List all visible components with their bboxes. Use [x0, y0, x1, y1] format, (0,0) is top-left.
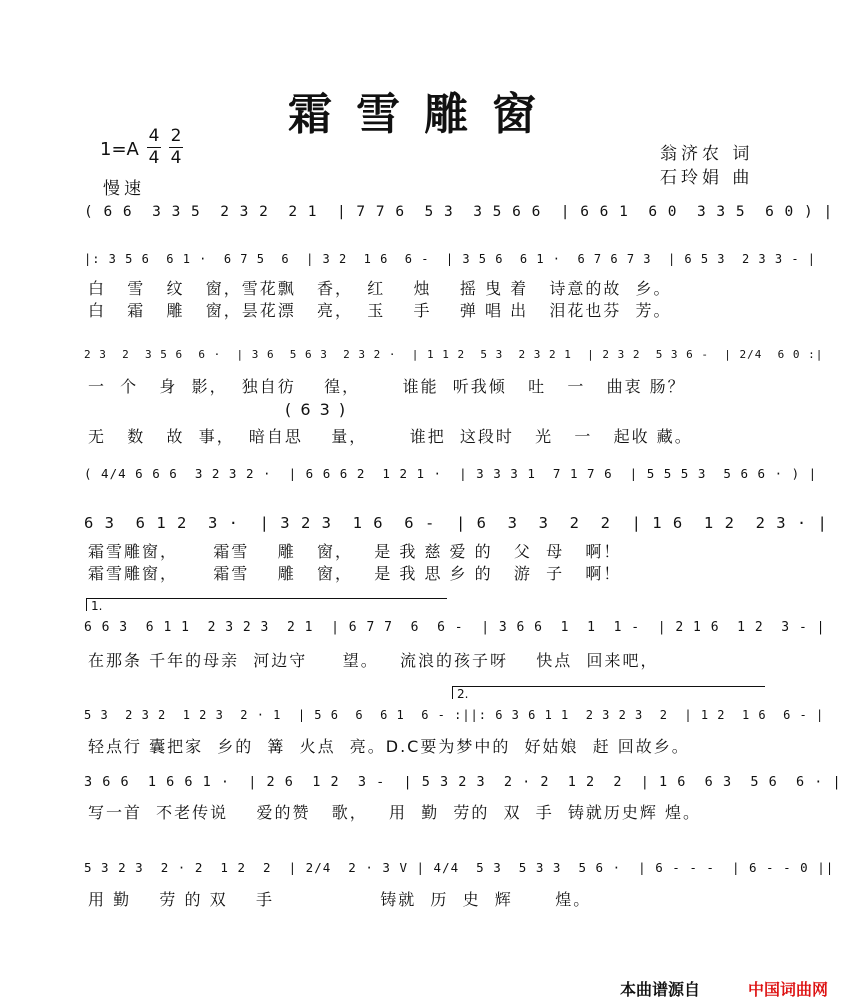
composer-credit: 石玲娟 曲 — [660, 168, 754, 188]
footer-site-link[interactable]: 中国词曲网 — [748, 980, 829, 999]
lyric-line: 无 数 故 事， 暗自思 量， 谁把 这段时 光 一 起收 藏。 — [88, 427, 693, 446]
lyric-line: 白 霜 雕 窗，昙花漂 亮， 玉 手 弹 唱 出 泪花也芬 芳。 — [88, 301, 672, 320]
score-line-2: |: 3 5 6 6 1 · 6 7 5 6 | 3 2 1 6 6 - | 3 5 6 6 1 · 6 7 6 7 3 | 6 5 3 2 3 3 - | — [84, 252, 816, 266]
lyric-line: 写一首 不老传说 爱的赞 歌， 用 勤 劳的 双 手 铸就历史辉 煌。 — [88, 803, 701, 822]
score-line-7: 5 3 2 3 2 1 2 3 2 · 1 | 5 6 6 6 1 6 - :||: 6 3 6 1 1 2 3 2 3 2 | 1 2 1 6 6 - | — [84, 708, 825, 722]
score-line-6: 6 6 3 6 1 1 2 3 2 3 2 1 | 6 7 7 6 6 - | 3 6 6 1 1 1 - | 2 1 6 1 2 3 - | — [84, 620, 826, 635]
score-line-3: 2 3 2 3 5 6 6 · | 3 6 5 6 3 2 3 2 · | 1 1 2 5 3 2 3 2 1 | 2 3 2 5 3 6 - | 2/4 6 0 :| — [84, 348, 824, 361]
time-signature-4-4: 4 4 — [148, 126, 160, 168]
lyric-line: 轻点行 囊把家 乡的 篝 火点 亮。D.C要为梦中的 好姑娘 赶 回故乡。 — [88, 737, 690, 756]
lyric-line: 一 个 身 影， 独自彷 徨， 谁能 听我倾 吐 一 曲衷 肠？ — [88, 377, 686, 396]
score-line-1: ( 6 6 3 3 5 2 3 2 2 1 | 7 7 6 5 3 3 5 6 6 | 6 6 1 6 0 3 3 5 6 0 ) | — [84, 204, 834, 220]
lyric-line: 用 勤 劳 的 双 手 铸就 历 史 辉 煌。 — [88, 890, 592, 909]
lyric-line: 霜雪雕窗， 霜雪 雕 窗， 是 我 思 乡 的 游 子 啊！ — [88, 564, 622, 583]
score-line-4: ( 4/4 6 6 6 3 2 3 2 · | 6 6 6 2 1 2 1 · | 3 3 3 1 7 1 7 6 | 5 5 5 3 5 6 6 · ) | — [84, 466, 818, 481]
volta-first-ending: 1. — [86, 598, 447, 611]
lyric-line: 霜雪雕窗， 霜雪 雕 窗， 是 我 慈 爱 的 父 母 啊！ — [88, 542, 622, 561]
lyric-line: 白 雪 纹 窗，雪花飘 香， 红 烛 摇 曳 着 诗意的故 乡。 — [88, 279, 672, 298]
footer-source-text: 本曲谱源自 — [620, 980, 701, 999]
volta-second-ending: 2. — [452, 686, 765, 699]
page-title: 霜雪雕窗 — [288, 89, 560, 140]
tempo-marking: 慢速 — [103, 179, 145, 199]
score-line-9: 5 3 2 3 2 · 2 1 2 2 | 2/4 2 · 3 V | 4/4 5 3 5 3 3 5 6 · | 6 - - - | 6 - - 0 || — [84, 860, 835, 875]
lyric-variant-note: ( 6 3 ) — [285, 400, 348, 419]
lyricist-credit: 翁济农 词 — [660, 144, 754, 164]
lyric-line: 在那条 千年的母亲 河边守 望。 流浪的孩子呀 快点 回来吧， — [88, 651, 659, 670]
key-signature: 1=A — [100, 139, 139, 160]
score-line-5: 6 3 6 1 2 3 · | 3 2 3 1 6 6 - | 6 3 3 2 2 | 1 6 1 2 2 3 · | — [84, 514, 828, 532]
score-line-8: 3 6 6 1 6 6 1 · | 2 6 1 2 3 - | 5 3 2 3 2 · 2 1 2 2 | 1 6 6 3 5 6 6 · | — [84, 774, 842, 790]
time-signature-2-4: 2 4 — [170, 126, 182, 168]
